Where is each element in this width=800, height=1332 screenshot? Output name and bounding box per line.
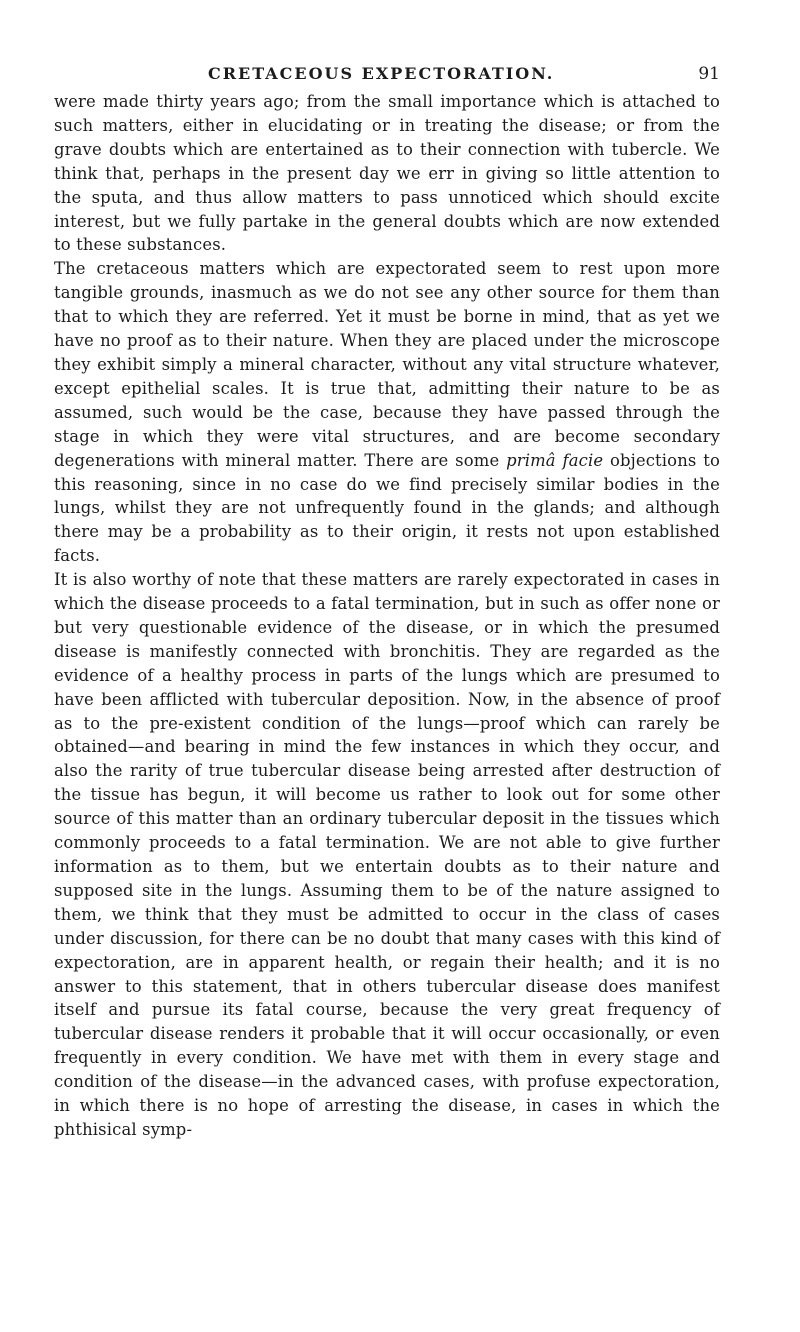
paragraph-text-part: objections to this reasoning, since in no case do we find precisely similar bodies in the lungs, whilst they are not unfrequently found in the glands; and although there may be a probability as to their origin, it rests not upon established facts. (54, 450, 720, 566)
running-header (54, 0, 720, 90)
body-text (54, 90, 720, 1142)
paragraph-worthy-of-note: It is also worthy of note that these matters are rarely expectorated in cases in which the disease proceeds to a fatal termination, but in such as offer none or but very questionable evidence of the disease, or in which the presumed disease is manifestly connected with bronchitis. They are regarded as the evidence of a healthy process in parts of the lungs which are presumed to have been afflicted with tubercular deposition. Now, in the absence of proof as to the pre-existent condition of the lungs—proof which can rarely be obtained—and bearing in mind the few instances in which they occur, and also the rarity of true tubercular disease being arrested after destruction of the tissue has begun, it will become us rather to look out for some other source of this matter than an ordinary tubercular deposit in the tissues which commonly proceeds to a fatal termination. We are not able to give further information as to them, but we entertain doubts as to their nature and supposed site in the lungs. Assuming them to be of the nature assigned to them, we think that they must be admitted to occur in the class of cases under discussion, for there can be no doubt that many cases with this kind of expectoration, are in apparent health, or regain their health; and it is no answer to this statement, that in others tubercular disease does manifest itself and pursue its fatal course, because the very great frequency of tubercular disease renders it probable that it will occur occasionally, or even frequently in every condition. We have met with them in every stage and condition of the disease—in the advanced cases, with profuse expectoration, in which there is no hope of arresting the disease, in cases in which the phthisical symp- (54, 570, 720, 1139)
running-title: CRETACEOUS EXPECTORATION. (208, 64, 555, 83)
paragraph-cretaceous-matters (54, 257, 720, 568)
paragraph-continued: were made thirty years ago; from the small importance which is attached to such matters, either in elucidating or in treating the disease; or from the grave doubts which are entertained as to their connection with tubercle. We think that, perhaps in the present day we err in giving so little attention to the sputa, and thus allow matters to pass unnoticed which should excite interest, but we fully partake in the general doubts which are now extended to these substances. (54, 92, 720, 255)
italic-latin-phrase: primâ facie (506, 450, 604, 470)
paragraph-text-part: The cretaceous matters which are expectorated seem to rest upon more tangible grounds, inasmuch as we do not see any other source for them than that to which they are referred. Yet it must be borne in mind, that as yet we have no proof as to their nature. When they are placed under the microscope they exhibit simply a mineral character, without any vital structure whatever, except epithelial scales. It is true that, admitting their nature to be as assumed, such would be the case, because they have passed through the stage in which they were vital structures, and are become secondary degenerations with mineral matter. There are some (54, 259, 720, 470)
page-number: 91 (698, 64, 720, 84)
